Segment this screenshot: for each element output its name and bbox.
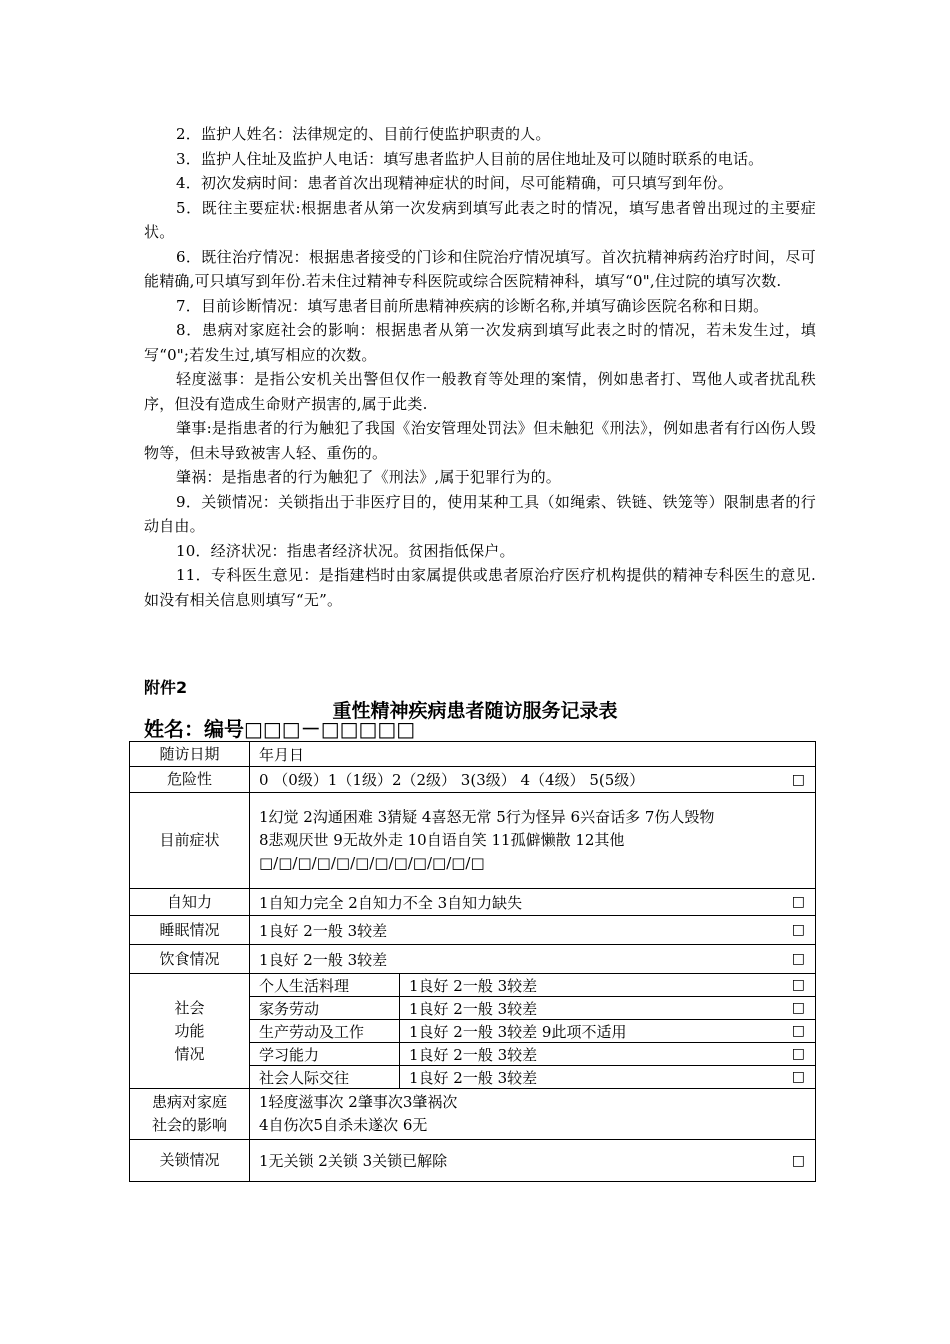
social-item-checkbox[interactable]: □ — [791, 1000, 805, 1016]
social-item-checkbox[interactable]: □ — [791, 1023, 805, 1039]
instruction-paragraph: 5．既往主要症状:根据患者从第一次发病到填写此表之时的情况，填写患者曾出现过的主要症状。 — [144, 198, 816, 241]
social-item: 生产劳动及工作 — [250, 1020, 400, 1043]
social-function-subtable-cell — [250, 974, 816, 1089]
family-impact-options[interactable]: 1轻度滋事次 2肇事次3肇祸次 4自伤次5自杀未遂次 6无 — [250, 1089, 816, 1140]
sleep-options-text: 1良好 2一般 3较差 — [259, 921, 388, 940]
name-id-line: 姓名：编号□□□－□□□□□ — [144, 717, 416, 741]
instruction-paragraph: 11．专科医生意见：是指建档时由家属提供或患者原治疗医疗机构提供的精神专科医生的意见.如没有相关信息则填写“无”。 — [144, 566, 816, 609]
social-item-options: 1良好 2一般 3较差 □ — [400, 974, 816, 997]
diet-options — [250, 945, 816, 974]
family-impact-label: 患病对家庭 社会的影响 — [130, 1089, 250, 1140]
lock-label: 关锁情况 — [130, 1140, 250, 1182]
social-item-checkbox[interactable]: □ — [791, 977, 805, 993]
instruction-paragraph: 10．经济状况：指患者经济状况。贫困指低保户。 — [176, 541, 515, 560]
diet-label: 饮食情况 — [130, 945, 250, 974]
social-item-checkbox[interactable]: □ — [791, 1069, 805, 1085]
instruction-paragraph: 肇事:是指患者的行为触犯了我国《治安管理处罚法》但未触犯《刑法》，例如患者有行凶伤人毁物等，但未导致被害人轻、重伤的。 — [144, 419, 816, 462]
symptoms-options — [250, 793, 816, 889]
social-item: 家务劳动 — [250, 997, 400, 1020]
diet-checkbox[interactable]: □ — [791, 951, 805, 967]
instruction-paragraph: 9．关锁情况：关锁指出于非医疗目的，使用某种工具（如绳索、铁链、铁笼等）限制患者的行动自由。 — [144, 492, 816, 535]
social-function-subtable — [250, 974, 815, 1088]
sleep-label: 睡眠情况 — [130, 916, 250, 945]
instruction-paragraph: 肇祸：是指患者的行为触犯了《刑法》,属于犯罪行为的。 — [176, 468, 561, 486]
social-item: 个人生活料理 — [250, 974, 400, 997]
danger-options — [250, 767, 816, 793]
instructions-section — [144, 122, 816, 612]
social-item-checkbox[interactable]: □ — [791, 1046, 805, 1062]
danger-checkbox[interactable]: □ — [791, 771, 805, 788]
attachment-label: 附件2 — [144, 678, 188, 697]
lock-options — [250, 1140, 816, 1182]
symptoms-checkboxes[interactable]: □/□/□/□/□/□/□/□/□/□/□/□ — [259, 854, 485, 872]
diet-options-text: 1良好 2一般 3较差 — [259, 950, 388, 969]
lock-checkbox[interactable]: □ — [791, 1152, 805, 1169]
danger-label: 危险性 — [130, 767, 250, 793]
sleep-options — [250, 916, 816, 945]
insight-checkbox[interactable]: □ — [791, 894, 805, 910]
visit-date-label: 随访日期 — [130, 742, 250, 767]
social-item: 社会人际交往 — [250, 1066, 400, 1089]
social-item-options: 1良好 2一般 3较差 □ — [400, 997, 816, 1020]
instruction-paragraph: 7．目前诊断情况：填写患者目前所患精神疾病的诊断名称,并填写确诊医院名称和日期。 — [176, 296, 769, 315]
social-item-options: 1良好 2一般 3较差 □ — [400, 1043, 816, 1066]
symptoms-line-2: 8悲观厌世 9无故外走 10自语自笑 11孤僻懒散 12其他 — [259, 831, 625, 849]
visit-date-field[interactable]: 年月日 — [250, 742, 816, 767]
social-item-options: 1良好 2一般 3较差 □ — [400, 1066, 816, 1089]
insight-options-text: 1自知力完全 2自知力不全 3自知力缺失 — [259, 893, 523, 912]
instruction-paragraph: 6．既往治疗情况：根据患者接受的门诊和住院治疗情况填写。首次抗精神病药治疗时间，尽可能精确,可只填写到年份.若未住过精神专科医院或综合医院精神科，填写“0",住过院的填写次数. — [144, 247, 816, 290]
social-item: 学习能力 — [250, 1043, 400, 1066]
instruction-paragraph: 3．监护人住址及监护人电话：填写患者监护人目前的居住地址及可以随时联系的电话。 — [176, 149, 764, 168]
followup-record-table — [129, 741, 816, 1182]
insight-label: 自知力 — [130, 889, 250, 916]
instruction-paragraph: 4．初次发病时间：患者首次出现精神症状的时间，尽可能精确，可只填写到年份。 — [176, 174, 733, 192]
social-item-options: 1良好 2一般 3较差 9此项不适用 □ — [400, 1020, 816, 1043]
social-function-label: 社会 功能 情况 — [130, 974, 250, 1089]
instruction-paragraph: 2．监护人姓名：法律规定的、目前行使监护职责的人。 — [176, 125, 551, 143]
symptoms-line-1: 1幻觉 2沟通困难 3猜疑 4喜怒无常 5行为怪异 6兴奋话多 7伤人毁物 — [259, 808, 715, 826]
form-title: 重性精神疾病患者随访服务记录表 — [332, 700, 618, 722]
instruction-paragraph: 轻度滋事：是指公安机关出警但仅作一般教育等处理的案情，例如患者打、骂他人或者扰乱秩序，但没有造成生命财产损害的,属于此类. — [144, 370, 816, 413]
symptoms-label: 目前症状 — [130, 793, 250, 889]
insight-options — [250, 889, 816, 916]
danger-options-text: 0 （0级）1（1级）2（2级） 3(3级） 4（4级） 5(5级） — [259, 771, 645, 789]
lock-options-text: 1无关锁 2关锁 3关锁已解除 — [259, 1152, 448, 1170]
sleep-checkbox[interactable]: □ — [791, 922, 805, 938]
instruction-paragraph: 8．患病对家庭社会的影响：根据患者从第一次发病到填写此表之时的情况，若未发生过，填写“0";若发生过,填写相应的次数。 — [144, 321, 816, 364]
